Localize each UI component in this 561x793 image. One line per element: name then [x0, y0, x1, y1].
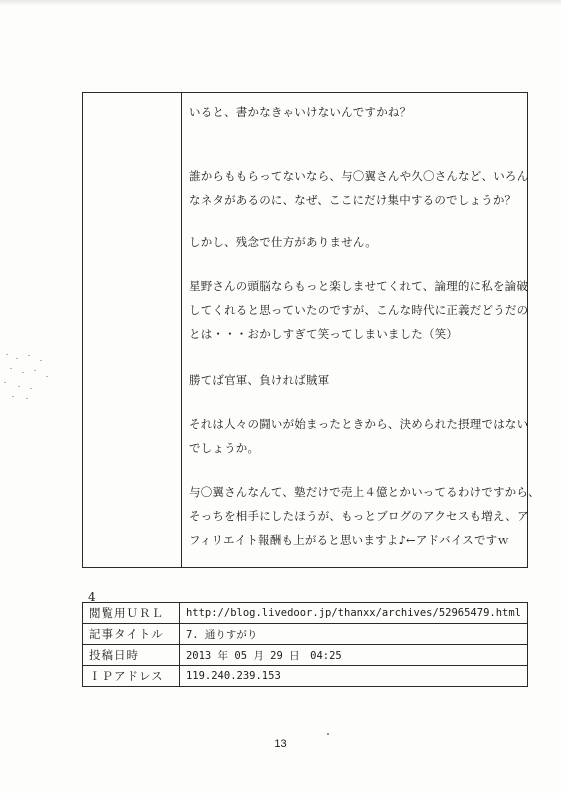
record-number: 4	[88, 590, 96, 604]
comment-line: 誰からももらってないなら、与〇翼さんや久〇さんなど、いろん	[189, 169, 529, 183]
record-metadata-table	[82, 602, 528, 687]
table-row	[83, 645, 528, 666]
comment-line: 星野さんの頭脳ならもっと楽しませてくれて、論理的に私を論破	[189, 279, 529, 293]
comment-line: 与〇翼さんなんて、塾だけで売上４億とかいってるわけですから、	[189, 485, 540, 499]
comment-table-label-column	[83, 93, 182, 567]
ip-address-label: ＩＰアドレス	[83, 666, 180, 687]
scan-speck	[327, 733, 329, 735]
comment-table	[82, 92, 540, 568]
post-datetime-label: 投稿日時	[83, 645, 180, 666]
comment-line: フィリエイト報酬も上がると思いますよ♪←アドバイスですｗ	[189, 533, 510, 547]
comment-line: とは・・・おかしすぎて笑ってしまいました（笑）	[189, 327, 459, 341]
comment-line: なネタがあるのに、なぜ、ここにだけ集中するのでしょうか？	[189, 193, 517, 207]
url-label: 閲覧用ＵＲＬ	[83, 603, 180, 624]
comment-line: それは人々の闘いが始まったときから、決められた摂理ではない	[189, 417, 529, 431]
url-value: http://blog.livedoor.jp/thanxx/archives/52965479.html	[179, 603, 527, 624]
comment-line: いると、書かなきゃいけないんですかね？	[189, 105, 412, 119]
table-row	[83, 603, 528, 624]
page-edge-shadow	[0, 0, 561, 6]
comment-line: しかし、残念で仕方がありません。	[189, 235, 377, 249]
article-title-value: 7. 通りすがり	[179, 624, 527, 645]
comment-line: そっちを相手にしたほうが、もっとブログのアクセスも増え、ア	[189, 509, 529, 523]
post-datetime-value: 2013 年 05 月 29 日 04:25	[179, 645, 527, 666]
table-row	[83, 624, 528, 645]
ip-address-value: 119.240.239.153	[179, 666, 527, 687]
comment-line: 勝てば官軍、負ければ賊軍	[189, 373, 330, 387]
scan-speckles	[0, 352, 60, 402]
article-title-label: 記事タイトル	[83, 624, 180, 645]
table-row	[83, 666, 528, 687]
page-number: 13	[274, 738, 287, 750]
comment-line: してくれると思っていたのですが、こんな時代に正義だどうだの	[189, 303, 529, 317]
comment-line: でしょうか。	[189, 441, 260, 455]
